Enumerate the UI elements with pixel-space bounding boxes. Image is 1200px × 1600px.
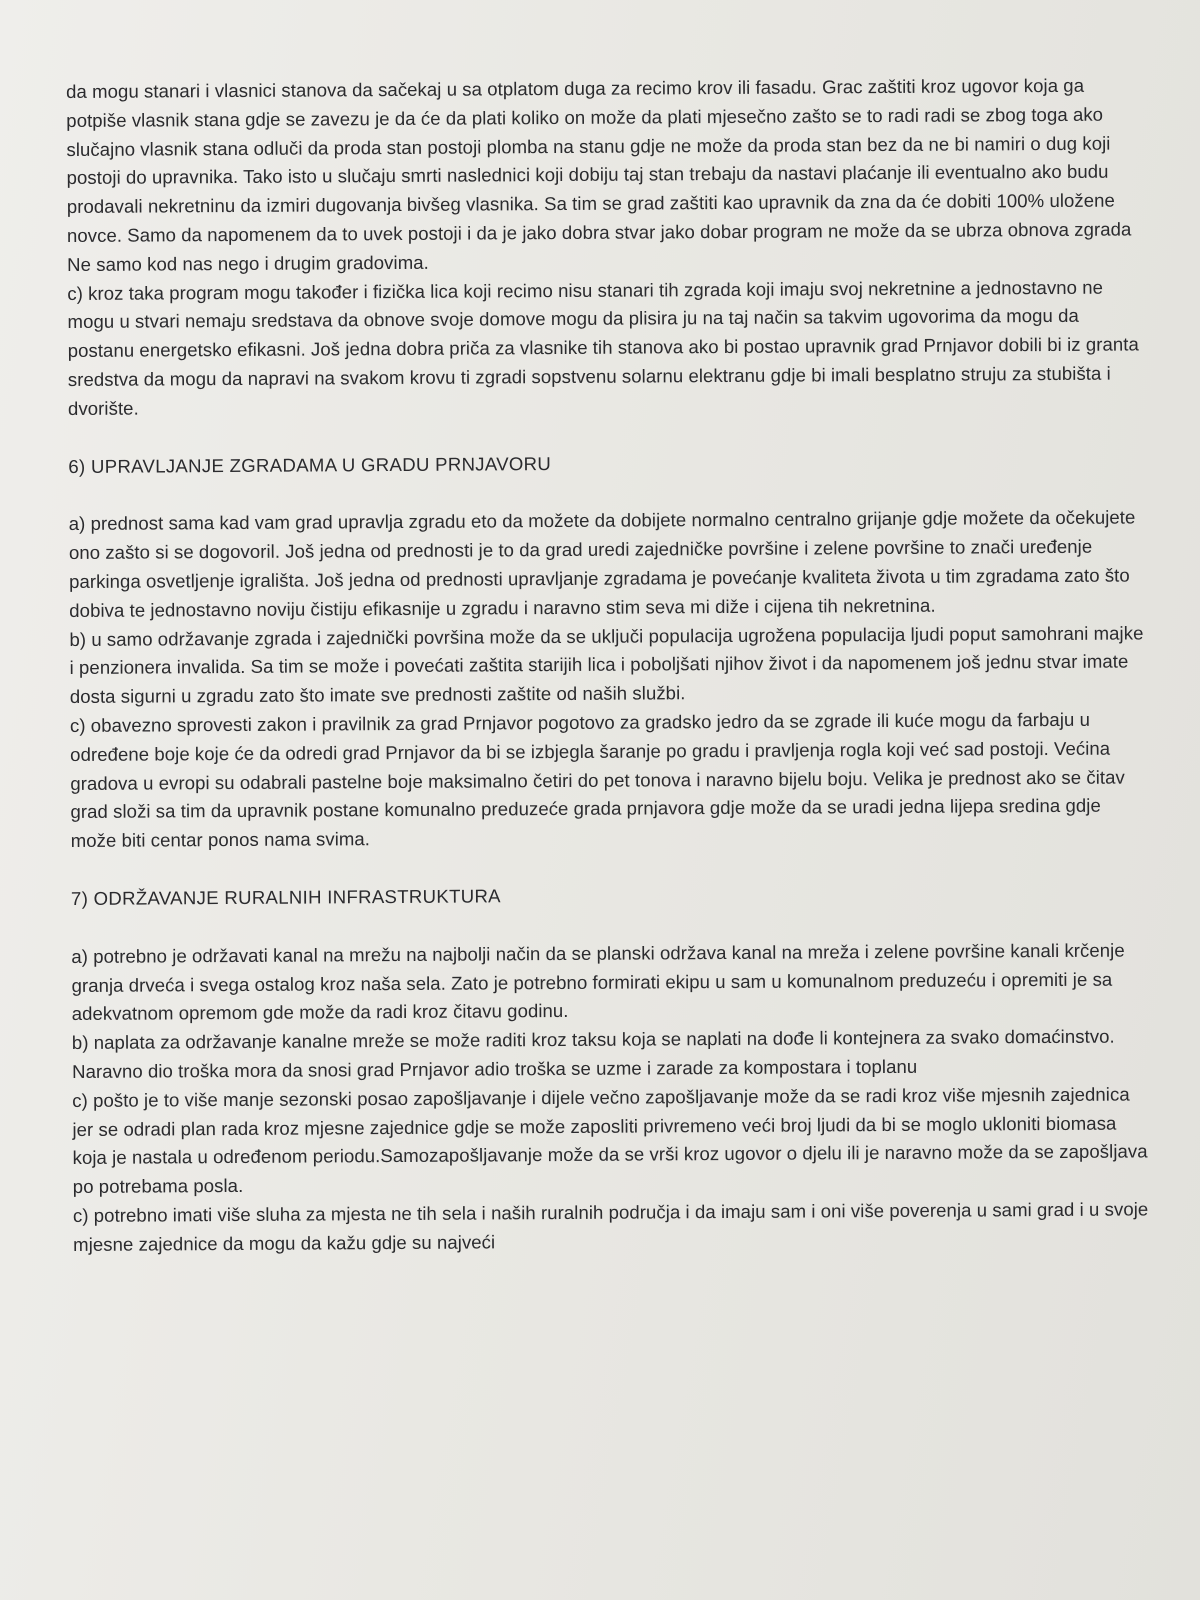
section-7-paragraph-c: c) pošto je to više manje sezonski posao zapošljavanje i dijele večno zapošljavanje može da se radi kroz više mjesnih zajednica jer se odradi plan rada kroz mjesne zajednice gdje se može zaposliti privremeno veći broj ljudi da bi se moglo ukloniti biomasa koja je nastala u određenom periodu.Samozapošljavanje može da se vrši kroz ugovor o djelu ili je naravno može da se zapošljava po potrebama posla. bbox=[72, 1083, 1148, 1198]
section-7-paragraph-a: a) potrebno je održavati kanal na mrežu na najbolji način da se planski održava kanal na mreža i zelene površine kanali krčenje granja drveća i svega ostalog kroz naša sela. Zato je potrebno formirati ekipu u sam u komunalnom preduzeću i opremiti je sa adekvatnom opremom gde može da radi kroz čitavu godinu. bbox=[71, 939, 1125, 1025]
section-7-paragraph-c2: c) potrebno imati više sluha za mjesta ne tih sela i naših ruralnih područja i da imaju sam i oni više poverenja u sami grad i u svoje mjesne zajednice da mogu da kažu gdje su najveći bbox=[72, 1198, 1149, 1255]
intro-paragraph-1: da mogu stanari i vlasnici stanova da sačekaj u sa otplatom duga za recimo krov ili fasadu. Grac zaštiti kroz ugovor koja ga potpiše vlasnik stana gdje se zavezu je da će da plati koliko on može da plati mjesečno zašto se to radi radi se zbog toga ako slučajno vlasnik stana odluči da proda stan postoji plomba na stanu gdje ne može da proda stan bez da ne bi namiri o dug koji postoji do upravnika. Tako isto u slučaju smrti naslednici koji dobiju taj stan trebaju da nastavi plaćanje ili eventualno ako budu prodavali nekretninu da izmiri dugovanja bivšeg vlasnika. Sa tim se grad zaštiti kao upravnik da zna da će dobiti 100% uložene novce. Samo da napomenem da to uvek postoji i da je jako dobra stvar jako dobar program ne može da se ubrza obnova zgrada Ne samo kod nas nego i drugim gradovima. bbox=[66, 74, 1132, 275]
intro-paragraph-c: c) kroz taka program mogu također i fizička lica koji recimo nisu stanari tih zgrada koji imaju svoj nekretnine a jednostavno ne mogu u stvari nemaju sredstava da obnove svoje domove mogu da plisira ju na taj način sa takvim ugovorima da mogu da postanu energetsko efikasni. Još jedna dobra priča za vlasnike tih stanova ako bi postao upravnik grad Prnjavor dobili bi iz granta sredstva da mogu da napravi na svakom krovu ti zgradi sopstvenu solarnu elektranu gdje bi imali besplatno struju za stubišta i dvorište. bbox=[67, 276, 1139, 419]
document-body bbox=[66, 71, 1153, 1259]
section-7-heading: 7) ODRŽAVANJE RURALNIH INFRASTRUKTURA bbox=[70, 885, 501, 909]
section-6-paragraph-b: b) u samo održavanje zgrada i zajednički površina može da se uključi populacija ugrožena populacija ljudi poput samohrani majke i penzionera invalida. Sa tim se može i povećati zaštita starijih lica i poboljšati njihov život i da napomenem još jednu stvar imate dosta sigurni u zgradu zato što imate sve prednosti zaštite od naših službi. bbox=[69, 621, 1144, 708]
section-6-heading: 6) UPRAVLJANJE ZGRADAMA U GRADU PRNJAVORU bbox=[68, 452, 552, 477]
section-7-paragraph-b: b) naplata za održavanje kanalne mreže se može raditi kroz taksu koja se naplati na dođe li kontejnera za svako domaćinstvo. Naravno dio troška mora da snosi grad Prnjavor adio troška se uzme i zarade za kompostara i toplanu bbox=[71, 1025, 1115, 1082]
section-6-paragraph-a: a) prednost sama kad vam grad upravlja zgradu eto da možete da dobijete normalno centralno grijanje gdje možete da očekujete ono zašto si se dogovoril. Još jedna od prednosti je to da grad uredi zajedničke površine i zelene površine to znači uređenje parkinga osvetljenje igrališta. Još jedna od prednosti upravljanje zgradama je povećanje kvaliteta života u tim zgradama zato što dobiva te jednostavno noviju čistiju efikasnije u zgradu i naravno stim seva mi diže i cijena tih nekretnina. bbox=[68, 506, 1136, 621]
section-6-paragraph-c: c) obavezno sprovesti zakon i pravilnik za grad Prnjavor pogotovo za gradsko jedro da se zgrade ili kuće mogu da farbaju u određene boje koje će da odredi grad Prnjavor da bi se izbjegla šaranje po gradu i pravljenja rogla koji već sad postoji. Većina gradova u evropi su odabrali pastelne boje maksimalno četiri do pet tonova i naravno bijelu boju. Velika je prednost ako se čitav grad složi sa tim da upravnik postane komunalno preduzeće grada prnjavora gdje može da se uradi jedna lijepa sredina gdje može biti centar ponos nama svima. bbox=[69, 708, 1125, 852]
